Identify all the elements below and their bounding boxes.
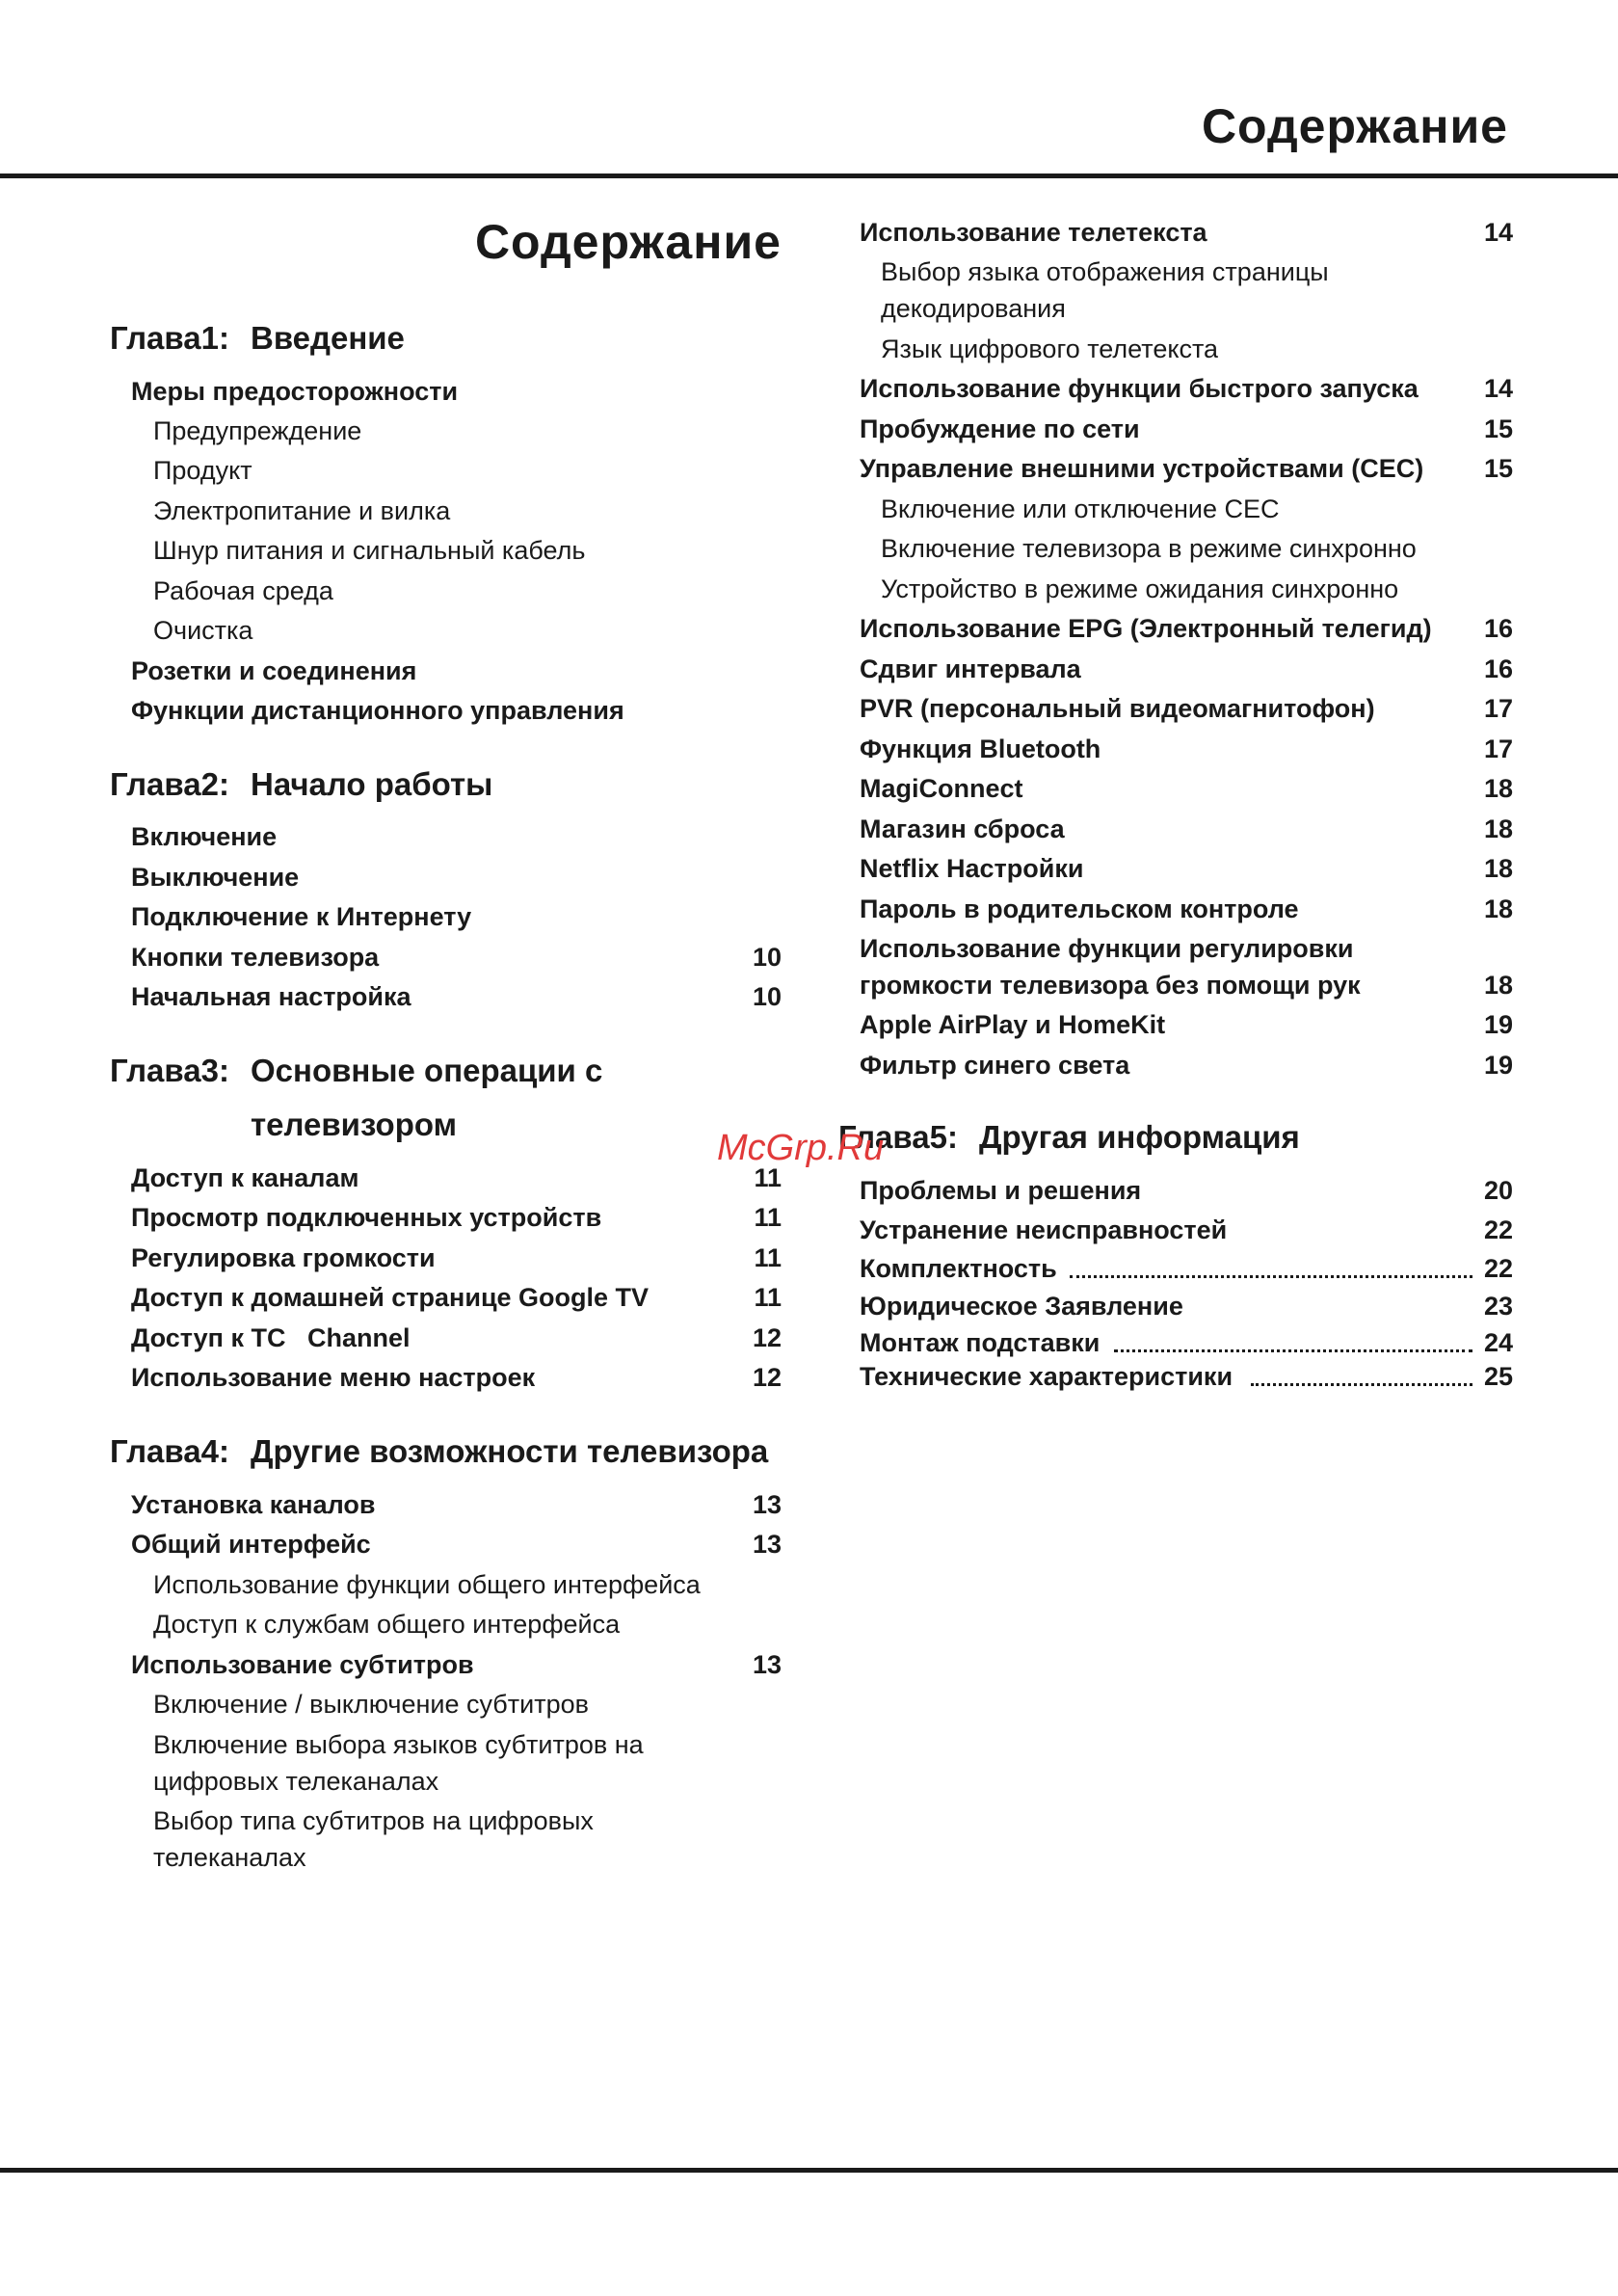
toc-subentry-text: Включение телевизора в режиме синхронно <box>881 534 1417 563</box>
toc-entry[interactable] <box>110 1239 782 1278</box>
toc-subentry-text: Устройство в режиме ожидания синхронно <box>881 574 1399 603</box>
toc-entry-text: Использование меню настроек <box>131 1363 536 1392</box>
toc-entry-text: Общий интерфейс <box>131 1530 371 1559</box>
chapter-label: Глава2: <box>110 766 229 802</box>
toc-entry-text: Регулировка громкости <box>131 1243 436 1272</box>
toc-entry-text: Функция Bluetooth <box>860 734 1101 763</box>
toc-entry-text: Использование функции регулировки <box>860 934 1354 963</box>
toc-entry-text: Использование EPG (Электронный телегид) <box>860 614 1432 643</box>
toc-subentry-text: Доступ к службам общего интерфейса <box>153 1610 621 1639</box>
toc-subentry-text: Предупреждение <box>153 416 362 445</box>
toc-entry-text: Комплектность <box>860 1254 1057 1283</box>
toc-entry[interactable] <box>860 650 1513 689</box>
toc-entry-text: Выключение <box>131 863 300 892</box>
toc-page-number: 19 <box>1483 1010 1513 1039</box>
toc-subentry[interactable] <box>110 611 782 651</box>
toc-subentry[interactable] <box>860 490 1513 529</box>
toc-page-number: 12 <box>752 1323 782 1352</box>
toc-page-number: 11 <box>754 1203 782 1232</box>
toc-subentry-text: декодирования <box>881 294 1066 323</box>
toc-entry-text: MagiConnect <box>860 774 1023 803</box>
toc-entry-text: Использование субтитров <box>131 1650 474 1679</box>
toc-entry[interactable] <box>110 817 782 857</box>
toc-subentry[interactable] <box>110 1685 782 1724</box>
chapter-title: Другие возможности телевизора <box>251 1433 769 1469</box>
toc-entry[interactable] <box>110 372 782 412</box>
toc-entry[interactable] <box>110 938 782 977</box>
header-divider <box>0 174 1618 178</box>
toc-page-number: 14 <box>1483 218 1513 247</box>
toc-subentry-text: Включение или отключение CEC <box>881 494 1280 523</box>
toc-subentry[interactable] <box>110 451 782 491</box>
toc-entry-text: Монтаж подставки <box>860 1328 1101 1357</box>
toc-subentry[interactable] <box>860 330 1513 369</box>
toc-subentry[interactable] <box>110 1802 782 1841</box>
leader-dots <box>1070 1275 1472 1278</box>
toc-entry-text: Использование функции быстрого запуска <box>860 374 1419 403</box>
toc-entry-text: Начальная настройка <box>131 982 411 1011</box>
toc-subentry-text: Использование функции общего интерфейса <box>153 1570 701 1599</box>
toc-subentry[interactable] <box>110 531 782 571</box>
toc-title: Содержание <box>474 215 782 269</box>
toc-page-number: 18 <box>1483 854 1513 883</box>
toc-subentry[interactable] <box>110 492 782 531</box>
toc-subentry-text: телеканалах <box>153 1843 306 1872</box>
toc-subentry-text: Включение выбора языков субтитров на <box>153 1730 644 1759</box>
toc-entry-text: Кнопки телевизора <box>131 943 380 972</box>
toc-entry[interactable] <box>860 410 1513 449</box>
toc-page-number: 10 <box>752 982 782 1011</box>
toc-subentry[interactable] <box>860 253 1513 292</box>
chapter-label: Глава1: <box>110 320 229 356</box>
toc-subentry-text: Очистка <box>153 616 253 645</box>
toc-page-number: 13 <box>752 1530 782 1559</box>
toc-entry[interactable] <box>860 730 1513 769</box>
chapter-heading-5[interactable] <box>838 1117 1513 1157</box>
chapter-heading-4[interactable] <box>110 1431 782 1471</box>
toc-page-number: 22 <box>1483 1215 1513 1244</box>
toc-entry[interactable] <box>860 810 1513 849</box>
toc-entry[interactable] <box>860 449 1513 489</box>
toc-page-number: 18 <box>1483 814 1513 843</box>
toc-entry-text: громкости телевизора без помощи рук <box>860 971 1361 1000</box>
toc-entry[interactable] <box>860 1005 1513 1045</box>
toc-entry[interactable] <box>110 858 782 897</box>
watermark: McGrp.Ru <box>717 1128 885 1168</box>
toc-entry[interactable] <box>860 1171 1513 1211</box>
toc-entry-text: Технические характеристики <box>860 1362 1233 1391</box>
toc-page-number: 24 <box>1483 1328 1513 1357</box>
toc-entry-text: Включение <box>131 822 278 851</box>
toc-entry[interactable] <box>860 689 1513 729</box>
toc-entry[interactable] <box>860 1249 1513 1289</box>
toc-subentry-text: цифровых телеканалах <box>153 1767 439 1796</box>
toc-subentry[interactable] <box>110 412 782 451</box>
toc-entry-text: Проблемы и решения <box>860 1176 1142 1205</box>
chapter-label: Глава4: <box>110 1433 229 1469</box>
chapter-title: Введение <box>251 320 405 356</box>
toc-page-number: 19 <box>1483 1051 1513 1080</box>
toc-entry-text: Сдвиг интервала <box>860 654 1081 683</box>
toc-entry[interactable] <box>110 691 782 731</box>
toc-entry-text: Меры предосторожности <box>131 377 459 406</box>
toc-entry[interactable] <box>860 369 1513 409</box>
toc-subentry[interactable] <box>110 1838 782 1878</box>
toc-entry[interactable] <box>860 1287 1513 1326</box>
toc-entry-text: Фильтр синего света <box>860 1051 1130 1080</box>
toc-entry[interactable] <box>860 609 1513 649</box>
chapter-heading-1[interactable] <box>110 318 782 358</box>
toc-subentry[interactable] <box>860 570 1513 609</box>
toc-entry-text: Доступ к TC Channel <box>131 1323 411 1352</box>
toc-page-number: 13 <box>752 1490 782 1519</box>
toc-entry[interactable] <box>110 1159 782 1198</box>
toc-entry[interactable] <box>110 1278 782 1318</box>
toc-page-number: 11 <box>754 1243 782 1272</box>
toc-subentry[interactable] <box>110 1565 782 1605</box>
toc-page-number: 15 <box>1483 414 1513 443</box>
toc-entry[interactable] <box>860 929 1513 969</box>
toc-page-number: 23 <box>1483 1292 1513 1321</box>
toc-entry-text: PVR (персональный видеомагнитофон) <box>860 694 1375 723</box>
toc-entry-text: Управление внешними устройствами (CEC) <box>860 454 1424 483</box>
toc-subentry-text: Включение / выключение субтитров <box>153 1690 589 1719</box>
toc-page-number: 18 <box>1483 774 1513 803</box>
toc-entry[interactable] <box>860 1211 1513 1250</box>
toc-page-number: 13 <box>752 1650 782 1679</box>
toc-subentry[interactable] <box>110 1725 782 1765</box>
toc-subentry[interactable] <box>110 572 782 611</box>
toc-page-number: 15 <box>1483 454 1513 483</box>
toc-entry-text: Розетки и соединения <box>131 656 417 685</box>
toc-subentry[interactable] <box>860 529 1513 569</box>
toc-subentry[interactable] <box>110 1762 782 1802</box>
toc-entry[interactable] <box>110 1645 782 1685</box>
toc-page-number: 14 <box>1483 374 1513 403</box>
toc-entry[interactable] <box>110 1485 782 1525</box>
toc-entry[interactable] <box>860 890 1513 929</box>
toc-subentry-text: Шнур питания и сигнальный кабель <box>153 536 586 565</box>
chapter-heading-3-cont <box>110 1105 782 1144</box>
chapter-heading-2[interactable] <box>110 764 782 804</box>
toc-page-number: 18 <box>1483 971 1513 1000</box>
toc-entry[interactable] <box>860 966 1513 1005</box>
leader-dots <box>1114 1349 1472 1352</box>
toc-entry-text: Пароль в родительском контроле <box>860 894 1299 923</box>
toc-page-number: 11 <box>754 1283 782 1312</box>
toc-entry-text: Устранение неисправностей <box>860 1215 1228 1244</box>
toc-entry-text: Пробуждение по сети <box>860 414 1140 443</box>
toc-entry[interactable] <box>110 652 782 691</box>
toc-page-number: 22 <box>1483 1254 1513 1283</box>
toc-entry[interactable] <box>110 897 782 937</box>
toc-subentry[interactable] <box>860 289 1513 329</box>
toc-entry-text: Просмотр подключенных устройств <box>131 1203 602 1232</box>
chapter-heading-3[interactable] <box>110 1051 782 1090</box>
chapter-title-continued: телевизором <box>251 1107 458 1142</box>
toc-page-number: 18 <box>1483 894 1513 923</box>
toc-entry[interactable] <box>110 1198 782 1238</box>
toc-entry-text: Функции дистанционного управления <box>131 696 624 725</box>
toc-subentry-text: Продукт <box>153 456 252 485</box>
toc-subentry[interactable] <box>110 1605 782 1644</box>
chapter-title: Начало работы <box>251 766 493 802</box>
chapter-title: Основные операции с <box>251 1053 603 1088</box>
toc-entry-text: Netflix Настройки <box>860 854 1084 883</box>
toc-entry-text: Доступ к домашней странице Google TV <box>131 1283 650 1312</box>
chapter-label: Глава5: <box>838 1119 958 1155</box>
toc-entry[interactable] <box>110 1319 782 1358</box>
toc-entry[interactable] <box>860 769 1513 809</box>
toc-page-number: 16 <box>1483 654 1513 683</box>
toc-entry[interactable] <box>860 849 1513 889</box>
page-header-title: Содержание <box>1201 99 1508 153</box>
toc-page-number: 16 <box>1483 614 1513 643</box>
toc-subentry-text: Язык цифрового телетекста <box>881 334 1219 363</box>
toc-page-number: 10 <box>752 943 782 972</box>
toc-page-number: 17 <box>1483 694 1513 723</box>
toc-entry-text: Подключение к Интернету <box>131 902 472 931</box>
toc-entry[interactable] <box>110 1525 782 1564</box>
toc-entry-text: Магазин сброса <box>860 814 1065 843</box>
chapter-label: Глава3: <box>110 1053 229 1088</box>
toc-page-number: 25 <box>1483 1362 1513 1391</box>
toc-subentry-text: Электропитание и вилка <box>153 496 451 525</box>
toc-entry-text: Apple AirPlay и HomeKit <box>860 1010 1166 1039</box>
toc-entry[interactable] <box>860 213 1513 253</box>
chapter-title: Другая информация <box>979 1119 1300 1155</box>
footer-divider <box>0 2168 1618 2173</box>
toc-entry[interactable] <box>860 1046 1513 1085</box>
toc-entry[interactable] <box>110 977 782 1017</box>
toc-entry-text: Использование телетекста <box>860 218 1207 247</box>
leader-dots <box>1251 1383 1472 1386</box>
toc-entry-text: Юридическое Заявление <box>860 1292 1183 1321</box>
toc-entry-text: Доступ к каналам <box>131 1163 359 1192</box>
toc-subentry-text: Выбор типа субтитров на цифровых <box>153 1806 594 1835</box>
toc-subentry-text: Рабочая среда <box>153 576 333 605</box>
toc-entry[interactable] <box>860 1357 1513 1397</box>
toc-entry-text: Установка каналов <box>131 1490 376 1519</box>
toc-page-number: 20 <box>1483 1176 1513 1205</box>
toc-page-number: 12 <box>752 1363 782 1392</box>
toc-page-number: 17 <box>1483 734 1513 763</box>
toc-entry[interactable] <box>110 1358 782 1398</box>
toc-page-number: 11 <box>754 1163 782 1192</box>
toc-subentry-text: Выбор языка отображения страницы <box>881 257 1329 286</box>
